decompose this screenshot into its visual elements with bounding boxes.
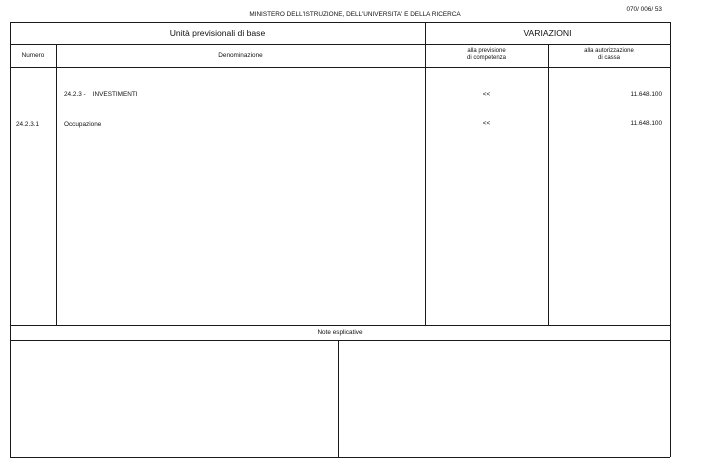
cassa-header-line1: alla autorizzazione	[584, 48, 634, 54]
page-code: 070/ 006/ 53	[626, 6, 662, 13]
cassa-header-line2: di cassa	[597, 55, 620, 61]
row-competenza: <<	[482, 91, 491, 98]
numero-column-header: Numero	[21, 52, 45, 59]
ministry-title: MINISTERO DELL'ISTRUZIONE, DELL'UNIVERSITA' E DELLA RICERCA	[249, 11, 461, 18]
table-right-border	[670, 22, 671, 457]
upb-group-header: Unità previsionali di base	[169, 28, 266, 38]
row-numero: 24.2.3.1	[16, 121, 40, 128]
header-bottom-border	[10, 67, 670, 68]
row-competenza: <<	[482, 120, 491, 127]
cassa-column-header	[548, 48, 670, 62]
body-bottom-border	[10, 325, 670, 326]
numero-column-divider	[56, 44, 57, 325]
table-top-border	[10, 22, 670, 23]
competenza-column-header	[425, 48, 548, 62]
competenza-header-line1: alla previsione	[467, 48, 506, 54]
row-denominazione: Occupazione	[64, 121, 102, 128]
variazioni-group-header: VARIAZIONI	[523, 28, 572, 38]
notes-left-panel	[11, 341, 338, 457]
notes-right-panel	[339, 341, 670, 457]
competenza-header-line2: di competenza	[466, 55, 507, 61]
cassa-column-divider	[548, 44, 549, 325]
row-cassa: 11.648.100	[630, 91, 662, 98]
row-cassa: 11.648.100	[630, 120, 662, 127]
table-bottom-border	[10, 457, 670, 458]
variazioni-column-divider	[425, 22, 426, 325]
denominazione-column-header: Denominazione	[218, 52, 263, 59]
row-denominazione: 24.2.3 - INVESTIMENTI	[64, 91, 138, 98]
header-group-divider	[10, 44, 670, 45]
notes-title: Note esplicative	[317, 329, 363, 336]
